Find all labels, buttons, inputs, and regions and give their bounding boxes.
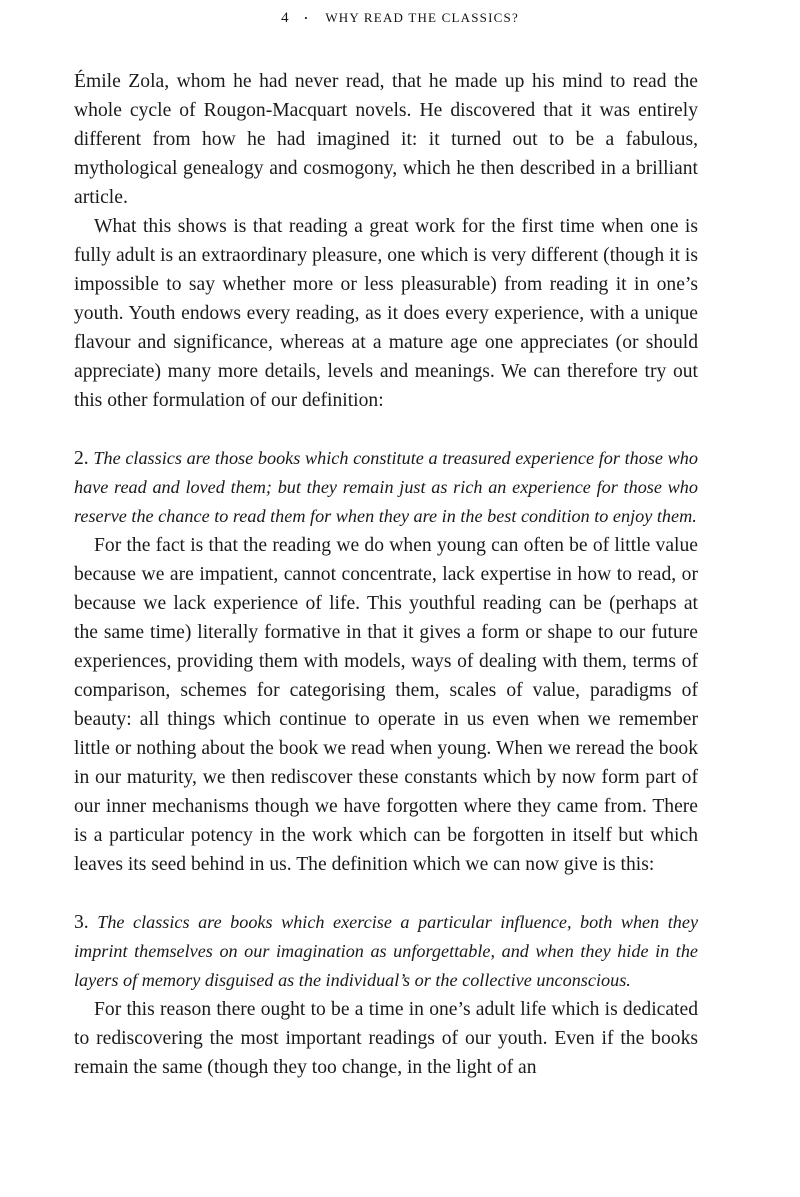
page-number: 4 <box>281 10 290 26</box>
definition-3-number: 3. <box>74 912 89 933</box>
definition-3-text: The classics are books which exercise a particular influence, both when they imprint themselves on our imagination as unforgettable, and when they hide in the layers of memory disguised as the individual’s or the collective unconscious. <box>74 912 699 990</box>
paragraph-continued: Émile Zola, whom he had never read, that he made up his mind to read the whole cycle of Rougon-Macquart novels. He discovered that it was entirely different from how he had imagined it: it turned out to be a fabulous, mythological genealogy and cosmogony, which he then described in a brilliant article. <box>74 71 698 208</box>
definition-2 <box>74 444 698 531</box>
paragraph-rediscovering: For this reason there ought to be a time in one’s adult life which is dedicated to rediscovering the most important readings of our youth. Even if the books remain the same (though they too change, in the light of an <box>74 999 698 1078</box>
running-head <box>0 10 800 27</box>
paragraph-adult-reading: What this shows is that reading a great work for the first time when one is fully adult is an extraordinary pleasure, one which is very different (though it is impossible to say whether more or less pleasurable) from reading it in one’s youth. Youth endows every reading, as it does every experience, with a unique flavour and significance, whereas at a mature age one appreciates (or should appreciate) many more details, levels and meanings. We can therefore try out this other formulation of our definition: <box>74 216 698 411</box>
header-separator: · <box>303 10 310 25</box>
running-head-title: WHY READ THE CLASSICS? <box>325 10 519 25</box>
definition-2-number: 2. <box>74 448 89 469</box>
paragraph-youthful-reading: For the fact is that the reading we do when young can often be of little value because we are impatient, cannot concentrate, lack expertise in how to read, or because we lack experience of life. This youthful reading can be (perhaps at the same time) literally formative in that it gives a form or shape to our future experiences, providing them with models, ways of dealing with them, terms of comparison, schemes for categorising them, scales of value, paradigms of beauty: all things which continue to operate in us even when we remember little or nothing about the book we read when young. When we reread the book in our maturity, we then rediscover these constants which by now form part of our inner mechanisms though we have forgotten where they came from. There is a particular potency in the work which can be forgotten in itself but which leaves its seed behind in us. The definition which we can now give is this: <box>74 535 698 875</box>
body-text <box>74 67 698 1082</box>
definition-2-text: The classics are those books which constitute a treasured experience for those who have read and loved them; but they remain just as rich an experience for those who reserve the chance to read them for when they are in the best condition to enjoy them. <box>74 448 698 526</box>
definition-3 <box>74 908 698 995</box>
